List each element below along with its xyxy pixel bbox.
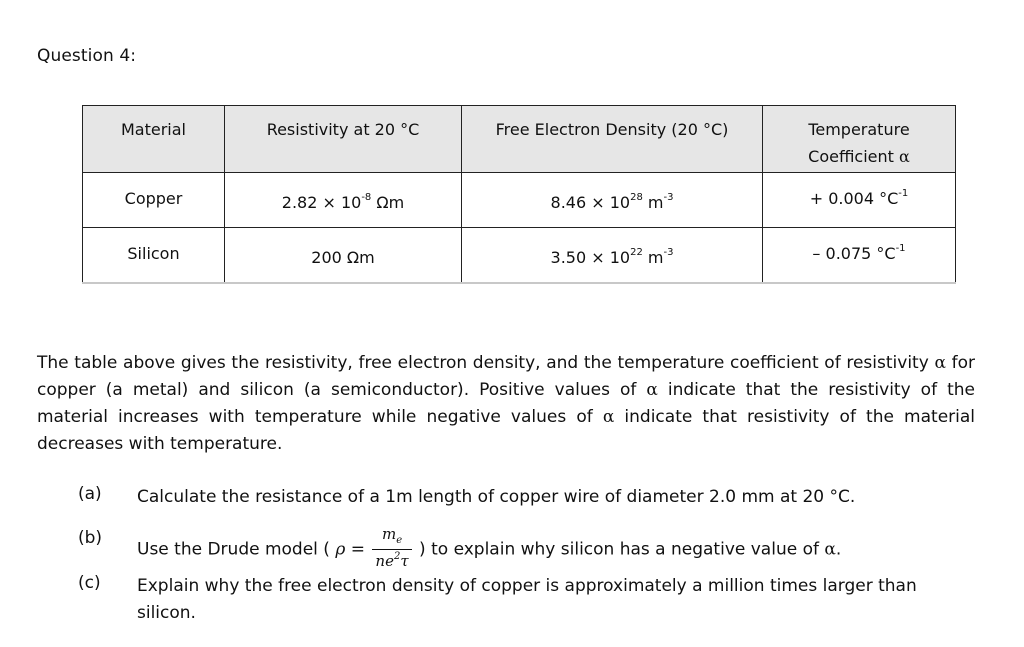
header-resistivity: Resistivity at 20 °C	[225, 106, 462, 173]
temp-coeff-cell: – 0.075 $^\circ C^{-1}$	[812, 243, 906, 263]
header-temp-coeff	[763, 106, 956, 173]
question-text: Explain why the free electron density of copper is approximately a million times larger than silicon.	[137, 576, 917, 623]
rho-symbol: ρ	[335, 539, 346, 560]
question-text: Calculate the resistance of a 1m length of copper wire of diameter 2.0 mm at 20 °C.	[137, 487, 856, 507]
description-paragraph: The table above gives the resistivity, free electron density, and the temperature coefficient of resistivity α for copper (a metal) and silicon (a semiconductor). Positive values of α indicate that the resistivity of the material increases with temperature while negative values of α indicate that resistivity of the material decreases with temperature.	[37, 353, 976, 454]
table-header-row	[83, 106, 956, 173]
temp-coeff-cell: + 0.004 $^\circ C^{-1}$	[809, 188, 909, 208]
alpha-symbol: α	[899, 147, 910, 166]
resistivity-cell: $2.82 \times 10^{-8}$ Ωm	[281, 192, 405, 212]
header-temp-coeff-line2: Coefficient	[808, 147, 900, 166]
table-row	[83, 228, 956, 284]
alpha-symbol: α	[824, 539, 836, 560]
question-text: Use the Drude model ( ρ = $\frac{m_e}{ne^2\tau}$ ) to explain why silicon has a negative value of α.	[137, 525, 842, 570]
material-cell: Silicon	[127, 243, 180, 263]
question-label: (b)	[78, 528, 103, 548]
question-label: (c)	[78, 573, 101, 593]
alpha-symbol: α	[646, 380, 658, 400]
header-temp-coeff-line1: Temperature	[808, 120, 910, 139]
resistivity-cell: 200 Ωm	[311, 247, 375, 267]
header-density: Free Electron Density (20 °C)	[462, 106, 763, 173]
density-cell: $3.50 \times 10^{22}$ $m^{-3}$	[550, 247, 674, 267]
density-cell: $8.46 \times 10^{28}$ $m^{-3}$	[550, 192, 674, 212]
alpha-symbol: α	[602, 407, 615, 427]
material-cell: Copper	[124, 188, 183, 208]
drude-fraction: $\frac{m_e}{ne^2\tau}$	[372, 526, 411, 569]
header-material: Material	[83, 106, 225, 173]
question-label: (a)	[78, 484, 102, 504]
question-title: Question 4:	[37, 46, 137, 66]
table-row	[83, 173, 956, 228]
alpha-symbol: α	[934, 353, 946, 373]
materials-table	[82, 105, 956, 284]
